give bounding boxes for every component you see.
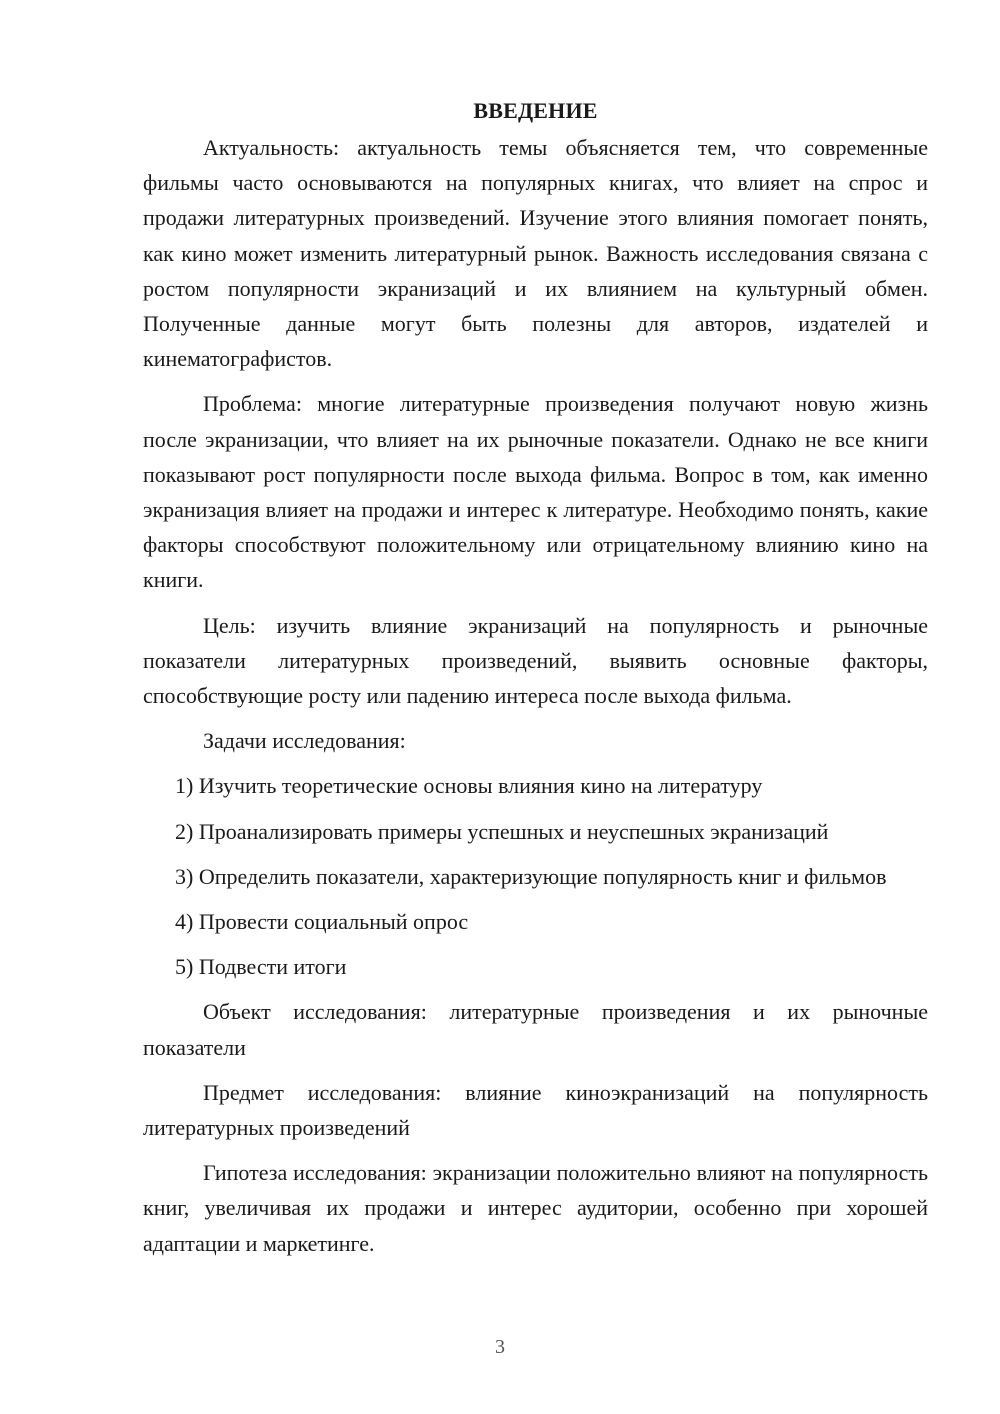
page-number: 3	[495, 1336, 505, 1358]
page-title: ВВЕДЕНИЕ	[473, 98, 598, 123]
paragraph-goal: Цель: изучить влияние экранизаций на популярность и рыночные показатели литературных произведений, выявить основные факторы, способствующие росту или падению интереса после выхода фильма.	[143, 612, 928, 709]
list-item-task-2: 2) Проанализировать примеры успешных и неуспешных экранизаций	[175, 818, 829, 844]
list-item-task-4: 4) Провести социальный опрос	[175, 909, 469, 935]
list-item-task-1: 1) Изучить теоретические основы влияния кино на литературу	[175, 773, 763, 799]
paragraph-subject: Предмет исследования: влияние киноэкранизаций на популярность литературных произведений	[143, 1079, 928, 1141]
list-item-task-3: 3) Определить показатели, характеризующие популярность книг и фильмов	[175, 863, 887, 889]
tasks-title: Задачи исследования:	[203, 728, 406, 754]
paragraph-problem: Проблема: многие литературные произведения получают новую жизнь после экранизации, что влияет на их рыночные показатели. Однако не все книги показывают рост популярности после выхода фильма. Вопрос в том, как именно экранизация влияет на продажи и интерес к литературе. Необходимо понять, какие факторы способствуют положительному или отрицательному влиянию кино на книги.	[143, 391, 928, 593]
paragraph-object: Объект исследования: литературные произведения и их рыночные показатели	[143, 999, 928, 1060]
list-item-task-5: 5) Подвести итоги	[175, 954, 347, 980]
paragraph-relevance: Актуальность: актуальность темы объясняется тем, что современные фильмы часто основываются на популярных книгах, что влияет на спрос и продажи литературных произведений. Изучение этого влияния помогает понять, как кино может изменить литературный рынок. Важность исследования связана с ростом популярности экранизаций и их влиянием на культурный обмен. Полученные данные могут быть полезны для авторов, издателей и кинематографистов.	[143, 135, 928, 372]
document-page	[143, 96, 928, 1271]
paragraph-hypothesis: Гипотеза исследования: экранизации положительно влияют на популярность книг, увеличивая их продажи и интерес аудитории, особенно при хорошей адаптации и маркетинге.	[143, 1160, 928, 1256]
